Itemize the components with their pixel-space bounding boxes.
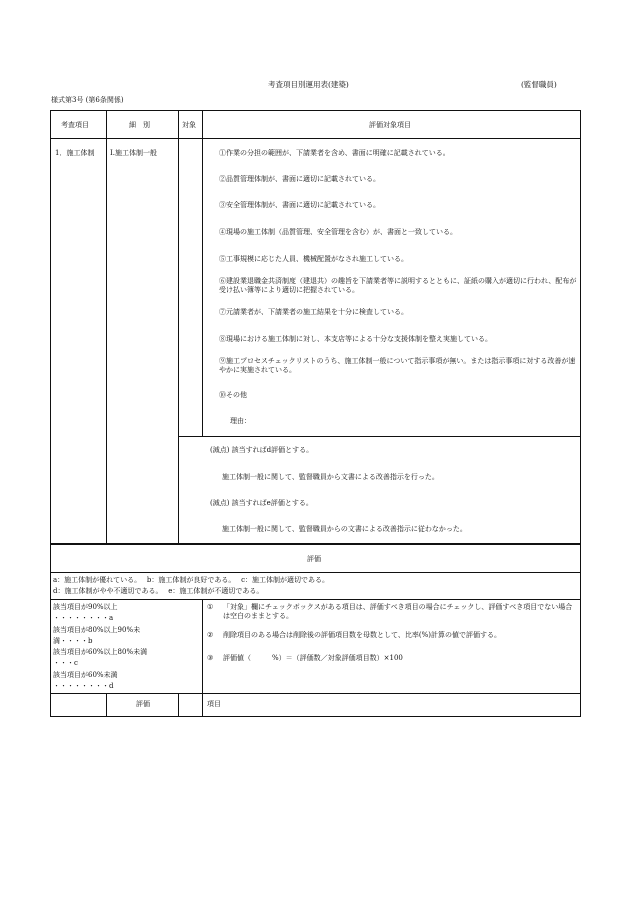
subcategory-cell: Ⅰ.施工体制一般: [110, 149, 157, 157]
document-title: 考査項目別運用表(建築): [268, 80, 349, 89]
eval-item-3: ③安全管理体制が、書面に適切に記載されている。: [219, 201, 380, 209]
criteria-line-2: ・・・・・・・・a: [53, 614, 114, 622]
role-label: (監督職員): [521, 80, 557, 89]
deduction-e-title: (減点) 該当すればe評価とする。: [210, 499, 313, 507]
note-3-number: ③: [207, 654, 214, 662]
col-divider-2: [178, 110, 179, 544]
note-2-number: ②: [207, 631, 214, 639]
grade-legend-1: a：施工体制が優れている。 b：施工体制が良好である。 c：施工体制が適切である。: [53, 576, 330, 584]
footer-divider-3: [202, 693, 203, 717]
col-header-subcategory: 細 別: [129, 121, 150, 129]
header-row-divider: [50, 138, 581, 139]
criteria-line-6: ・・・c: [53, 659, 78, 667]
evaluation-header: 評価: [307, 555, 321, 563]
col-divider-3: [202, 110, 203, 436]
note-2-text: 削除項目のある場合は削除後の評価項目数を母数として、比率(%)計算の値で評価する。: [223, 631, 501, 639]
footer-row: [50, 693, 581, 717]
criteria-line-8: ・・・・・・・・d: [53, 682, 114, 690]
eval-item-2: ②品質管理体制が、書面に適切に記載されている。: [219, 175, 380, 183]
eval-item-8: ⑧現場における施工体制に対し、本支店等による十分な支援体制を整え実施している。: [219, 335, 492, 343]
footer-divider-2: [178, 693, 179, 717]
eval-item-9: ⑨施工プロセスチェックリストのうち、施工体制一般について指示事項が無い。または指示事項に対する改善が速やかに実施されている。: [219, 357, 576, 375]
eval-item-4: ④現場の施工体制（品質管理、安全管理を含む）が、書面と一致している。: [219, 228, 457, 236]
eval-item-1: ①作業の分担の範囲が、下請業者を含め、書面に明確に記載されている。: [219, 149, 450, 157]
footer-item-label: 項目: [207, 700, 221, 708]
category-cell: 1．施工体制: [55, 149, 95, 157]
criteria-line-4: 満・・・・b: [53, 637, 93, 645]
col-header-items: 評価対象項目: [369, 121, 411, 129]
criteria-line-5: 該当項目が60%以上80%未満: [53, 648, 148, 656]
deduction-d-title: (減点) 該当すればd評価とする。: [210, 446, 314, 454]
eval-item-10: ⑩その他: [219, 391, 247, 399]
eval-item-7: ⑦元請業者が、下請業者の施工結果を十分に検査している。: [219, 308, 408, 316]
footer-divider-1: [106, 693, 107, 717]
legend-divider: [50, 599, 581, 600]
note-1-text: 「対象」欄にチェックボックスがある項目は、評価すべき項目の場合にチェックし、評価すべき項目でない場合は空白のままとする。: [223, 603, 573, 621]
grade-legend-2: d：施工体制がやや不適切である。 e：施工体制が不適切である。: [53, 587, 264, 595]
deduction-e-detail: 施工体制一般に関して、監督職員からの文書による改善指示に従わなかった。: [222, 525, 467, 533]
col-divider-1: [106, 110, 107, 544]
note-1-number: ①: [207, 603, 214, 611]
eval-item-6: ⑥建設業退職金共済制度（建退共）の趣旨を下請業者等に説明するとともに、証紙の購入が適切に行われ、配布が受け払い簿等により適切に把握されている。: [219, 277, 577, 295]
note-3-text: 評価値（ %）＝（評価数／対象評価項目数）×100: [223, 654, 403, 662]
eval-item-5: ⑤工事規模に応じた人員、機械配置がなされ施工している。: [219, 255, 408, 263]
criteria-line-1: 該当項目が90%以上: [53, 603, 118, 611]
footer-evaluation-label: 評価: [136, 700, 150, 708]
criteria-line-3: 該当項目が80%以上90%未: [53, 626, 141, 634]
evaluation-header-divider: [50, 572, 581, 573]
deduction-d-detail: 施工体制一般に関して、監督職員から文書による改善指示を行った。: [222, 473, 439, 481]
col-header-target: 対象: [182, 121, 196, 129]
reason-label: 理由：: [230, 417, 251, 425]
col-header-category: 考査項目: [61, 121, 89, 129]
form-number: 様式第3号 (第6条関係): [51, 96, 124, 104]
criteria-line-7: 該当項目が60%未満: [53, 671, 118, 679]
deduction-divider: [178, 436, 581, 437]
